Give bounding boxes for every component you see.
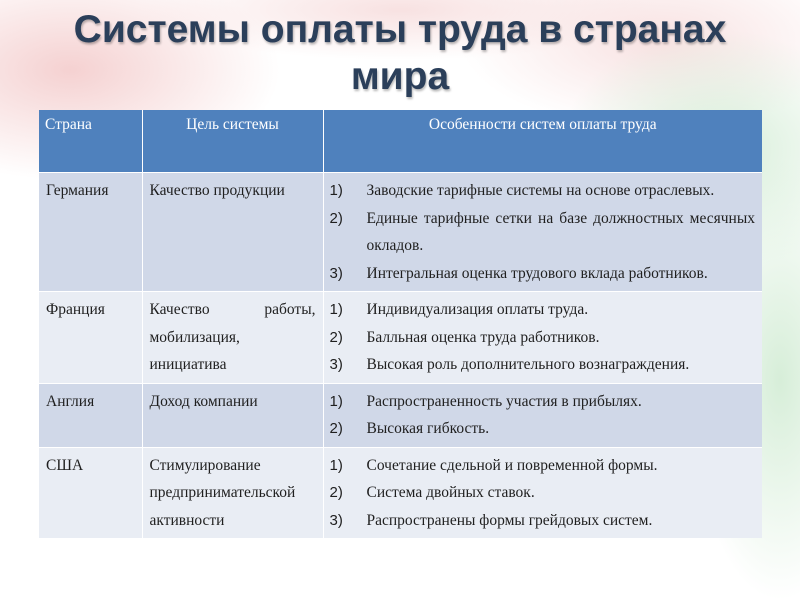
cell-goal: Стимулирование предпринимательской активности bbox=[142, 447, 323, 538]
header-features: Особенности систем оплаты труда bbox=[323, 110, 762, 173]
cell-goal: Качество работы, мобилизация, инициатива bbox=[142, 292, 323, 384]
feature-text: Система двойных ставок. bbox=[366, 484, 535, 501]
cell-features bbox=[323, 383, 762, 447]
feature-item bbox=[331, 452, 756, 480]
feature-number: 1) bbox=[329, 301, 343, 318]
feature-item bbox=[331, 479, 756, 507]
table-row bbox=[39, 292, 762, 384]
feature-number: 2) bbox=[329, 209, 343, 227]
feature-number: 2) bbox=[329, 484, 343, 501]
table-row bbox=[39, 383, 762, 447]
feature-text: Высокая гибкость. bbox=[366, 420, 490, 437]
feature-item bbox=[331, 415, 756, 443]
feature-number: 2) bbox=[329, 420, 343, 437]
feature-item bbox=[331, 177, 756, 205]
slide-title bbox=[0, 6, 800, 100]
feature-text: Распространены формы грейдовых систем. bbox=[366, 511, 653, 529]
slide-title-line-1: Системы оплаты труда в странах bbox=[73, 8, 727, 51]
cell-country: Англия bbox=[39, 383, 142, 447]
feature-item bbox=[331, 388, 756, 416]
table-row bbox=[39, 447, 762, 538]
feature-text: Балльная оценка труда работников. bbox=[366, 328, 600, 346]
feature-text: Индивидуализация оплаты труда. bbox=[366, 301, 589, 318]
feature-item bbox=[331, 324, 756, 352]
feature-text: Распространенность участия в прибылях. bbox=[366, 392, 642, 410]
feature-item bbox=[331, 351, 756, 379]
cell-country: США bbox=[39, 447, 142, 538]
cell-goal: Доход компании bbox=[142, 383, 323, 447]
cell-features bbox=[323, 447, 762, 538]
cell-country: Германия bbox=[39, 173, 142, 292]
feature-number: 3) bbox=[329, 356, 343, 373]
cell-goal: Качество продукции bbox=[142, 173, 323, 292]
feature-text: Высокая роль дополнительного вознаграждения. bbox=[366, 356, 690, 373]
feature-number: 1) bbox=[329, 392, 343, 410]
feature-number: 3) bbox=[329, 264, 343, 282]
feature-text: Единые тарифные сетки на базе должностных месячных окладов. bbox=[366, 209, 755, 254]
feature-number: 1) bbox=[329, 182, 343, 199]
feature-number: 1) bbox=[329, 456, 343, 474]
table-row bbox=[39, 173, 762, 292]
slide-title-line-2: мира bbox=[350, 55, 450, 98]
feature-text: Сочетание сдельной и повременной формы. bbox=[366, 456, 658, 474]
cell-features bbox=[323, 173, 762, 292]
feature-item bbox=[331, 205, 756, 260]
table-header-row bbox=[39, 110, 762, 173]
feature-item bbox=[331, 296, 756, 324]
feature-number: 2) bbox=[329, 328, 343, 346]
feature-text: Заводские тарифные системы на основе отраслевых. bbox=[366, 182, 715, 199]
feature-number: 3) bbox=[329, 511, 343, 529]
header-goal: Цель системы bbox=[142, 110, 323, 173]
pay-systems-table bbox=[39, 110, 762, 538]
cell-features bbox=[323, 292, 762, 384]
feature-text: Интегральная оценка трудового вклада работников. bbox=[366, 264, 708, 282]
feature-item bbox=[331, 507, 756, 535]
feature-item bbox=[331, 260, 756, 288]
cell-country: Франция bbox=[39, 292, 142, 384]
header-country: Страна bbox=[39, 110, 142, 173]
